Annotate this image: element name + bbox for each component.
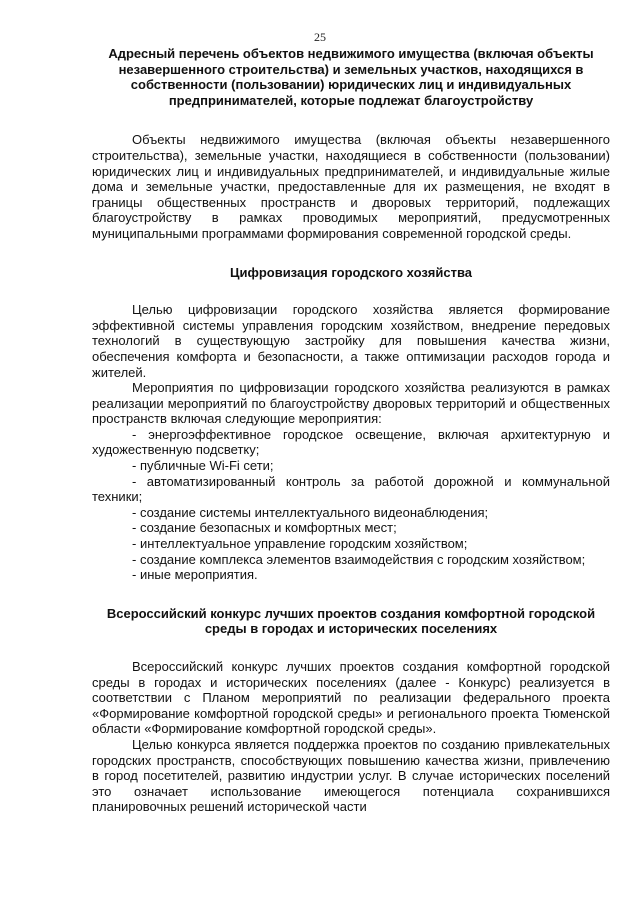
section-heading-digitalization: Цифровизация городского хозяйства [229, 264, 473, 280]
page-number: 25 [314, 30, 326, 44]
paragraph: Объекты недвижимого имущества (включая объекты незавершенного строительства), земельные участки, находящиеся в собственности (пользовании) юридических лиц и индивидуальных предпринимателей, и индивидуальные жилые дома и земельные участки, предоставленные для их размещения, не входят в границы общественных пространств и дворовых территорий, подлежащих благоустройству в рамках проводимых мероприятий, предусмотренных муниципальными программами формирования современной городской среды. [92, 132, 610, 241]
paragraph: Всероссийский конкурс лучших проектов создания комфортной городской среды в городах и исторических поселениях (далее - Конкурс) реализуется в соответствии с Планом мероприятий по реализации федерального проекта «Формирование комфортной городской среды» и регионального проекта Тюменской области «Формирование комфортной городской среды». [92, 659, 610, 737]
list-item: - автоматизированный контроль за работой дорожной и коммунальной техники; [92, 473, 610, 505]
list-item: - публичные Wi-Fi сети; [132, 458, 274, 474]
section-heading-competition: Всероссийский конкурс лучших проектов создания комфортной городской среды в городах и исторических поселениях [106, 605, 596, 637]
paragraph: Целью цифровизации городского хозяйства является формирование эффективной системы управления городским хозяйством, внедрение передовых технологий в существующую застройку для повышения качества жизни, обеспечения комфорта и безопасности, а также оптимизации расходов города и жителей. [92, 302, 610, 380]
paragraph: Целью конкурса является поддержка проектов по созданию привлекательных городских пространств, способствующих повышению качества жизни, привлечению в город посетителей, развитию индустрии услуг. В случае исторических поселений это означает использование имеющегося потенциала сохранившихся планировочных решений исторической части [92, 736, 610, 815]
paragraph: Мероприятия по цифровизации городского хозяйства реализуются в рамках реализации мероприятий по благоустройству дворовых территорий и общественных пространств включая следующие мероприятия: [92, 380, 610, 427]
section-heading-address-list: Адресный перечень объектов недвижимого имущества (включая объекты незавершенного строительства) и земельных участков, находящихся в собственности (пользовании) юридических лиц и индивидуальных предпринимателей, которые подлежат благоустройству [108, 46, 594, 108]
list-item: - энергоэффективное городское освещение, включая архитектурную и художественную подсветку; [92, 426, 610, 458]
page-content [92, 46, 610, 815]
list-item: - интеллектуальное управление городским хозяйством; [132, 536, 468, 552]
list-item: - создание безопасных и комфортных мест; [132, 520, 397, 536]
list-item: - создание системы интеллектуального видеонаблюдения; [132, 504, 489, 520]
list-item: - иные мероприятия. [132, 567, 258, 583]
list-item: - создание комплекса элементов взаимодействия с городским хозяйством; [132, 551, 586, 567]
